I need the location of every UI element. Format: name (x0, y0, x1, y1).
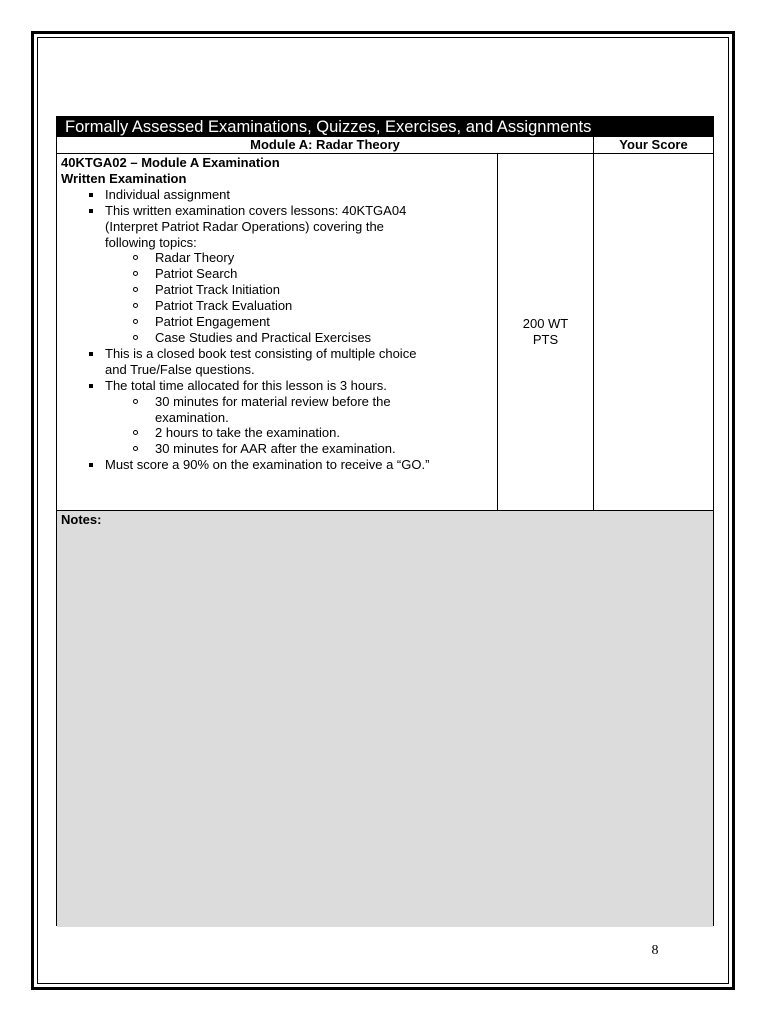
square-bullet-icon (89, 209, 93, 213)
bullet-text: This is a closed book test consisting of multiple choice (105, 345, 417, 361)
circle-bullet-icon (133, 255, 138, 260)
bullet-item (61, 457, 497, 473)
score-cell[interactable] (594, 154, 713, 510)
bullet-text: and True/False questions. (105, 361, 255, 377)
circle-bullet-icon (133, 430, 138, 435)
sub-bullet-text: Patriot Engagement (155, 314, 270, 330)
bullet-item (61, 346, 497, 378)
sub-bullet-text: 30 minutes for AAR after the examination. (155, 441, 396, 457)
table-header-row (57, 137, 713, 154)
sub-bullet-text: Radar Theory (155, 250, 235, 266)
sub-bullet-text: 2 hours to take the examination. (155, 425, 341, 441)
score-header: Your Score (619, 137, 688, 152)
sub-bullet-item (61, 298, 497, 314)
bullet-text: This written examination covers lessons: 40KTGA04 (105, 202, 407, 218)
points-value (498, 316, 593, 348)
sub-bullet-text: Case Studies and Practical Exercises (155, 329, 372, 345)
sub-bullet-item (61, 266, 497, 282)
bullet-item (61, 187, 497, 203)
bullet-text: Must score a 90% on the examination to receive a “GO.” (105, 457, 430, 473)
bullet-text: Individual assignment (105, 186, 231, 202)
square-bullet-icon (89, 352, 93, 356)
exam-title: 40KTGA02 – Module A Examination (61, 155, 280, 170)
circle-bullet-icon (133, 335, 138, 340)
circle-bullet-icon (133, 319, 138, 324)
circle-bullet-icon (133, 446, 138, 451)
bullet-text: The total time allocated for this lesson is 3 hours. (105, 377, 387, 393)
square-bullet-icon (89, 193, 93, 197)
sub-bullet-item (61, 441, 497, 457)
table-title: Formally Assessed Examinations, Quizzes, Exercises, and Assignments (57, 117, 713, 137)
sub-bullet-item (61, 425, 497, 441)
exam-bullets (61, 187, 497, 473)
points-line-1: 200 WT (522, 316, 569, 331)
circle-bullet-icon (133, 271, 138, 276)
sub-bullet-text: 30 minutes for material review before the (155, 393, 391, 409)
circle-bullet-icon (133, 399, 138, 404)
sub-bullet-text: Patriot Track Initiation (155, 282, 280, 298)
points-line-2: PTS (532, 332, 559, 347)
square-bullet-icon (89, 384, 93, 388)
bullet-item (61, 203, 497, 251)
sub-bullet-item (61, 394, 497, 426)
sub-bullet-text: Patriot Track Evaluation (155, 298, 293, 314)
bullet-text: (Interpret Patriot Radar Operations) covering the (105, 218, 384, 234)
exam-row (57, 154, 713, 511)
exam-description (57, 154, 498, 510)
page-number: 8 (651, 943, 659, 958)
sub-bullet-item (61, 282, 497, 298)
sub-bullet-item (61, 330, 497, 346)
sub-bullet-text: Patriot Search (155, 266, 238, 282)
module-header: Module A: Radar Theory (57, 137, 594, 153)
exam-type: Written Examination (61, 170, 187, 186)
assessment-table (56, 116, 714, 926)
points-cell (498, 154, 594, 510)
circle-bullet-icon (133, 287, 138, 292)
square-bullet-icon (89, 463, 93, 467)
sub-bullet-item (61, 250, 497, 266)
sub-bullet-item (61, 314, 497, 330)
bullet-text: following topics: (105, 234, 197, 250)
notes-label: Notes: (61, 512, 102, 527)
circle-bullet-icon (133, 303, 138, 308)
notes-area[interactable] (57, 511, 713, 927)
sub-bullet-text: examination. (155, 409, 229, 425)
bullet-item (61, 378, 497, 394)
